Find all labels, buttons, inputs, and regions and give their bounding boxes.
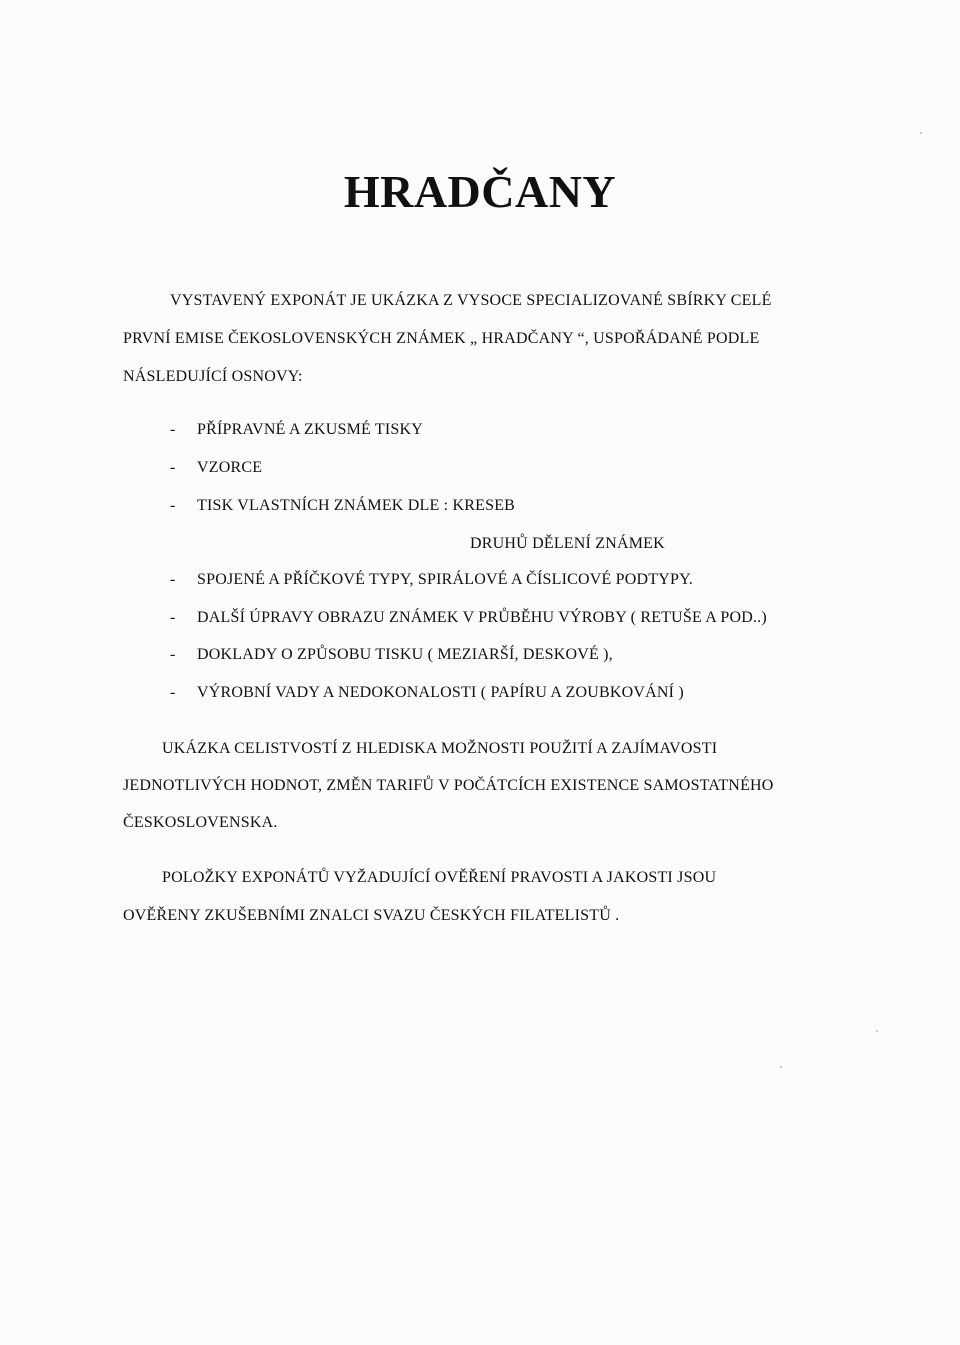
list-item: TISK VLASTNÍCH ZNÁMEK DLE : KRESEB: [197, 497, 516, 514]
intro-line-2: PRVNÍ EMISE ČEKOSLOVENSKÝCH ZNÁMEK „ HRADČANY “, USPOŘÁDANÉ PODLE: [123, 330, 760, 347]
list-dash: -: [170, 646, 176, 663]
paper-speck: [876, 1030, 878, 1032]
paragraph3-line-1: POLOŽKY EXPONÁTŮ VYŽADUJÍCÍ OVĚŘENÍ PRAVOSTI A JAKOSTI JSOU: [162, 869, 717, 886]
list-dash: -: [170, 497, 176, 514]
paragraph2-line-2: JEDNOTLIVÝCH HODNOT, ZMĚN TARIFŮ V POČÁTCÍCH EXISTENCE SAMOSTATNÉHO: [123, 777, 774, 794]
list-item: DALŠÍ ÚPRAVY OBRAZU ZNÁMEK V PRŮBĚHU VÝROBY ( RETUŠE A POD..): [197, 609, 767, 626]
list-item: DOKLADY O ZPŮSOBU TISKU ( MEZIARŠÍ, DESKOVÉ ),: [197, 646, 613, 663]
document-title: HRADČANY: [343, 166, 617, 217]
intro-line-1: VYSTAVENÝ EXPONÁT JE UKÁZKA Z VYSOCE SPECIALIZOVANÉ SBÍRKY CELÉ: [170, 292, 772, 309]
paper-speck: [780, 1066, 782, 1068]
list-dash: -: [170, 684, 176, 701]
paragraph2-line-1: UKÁZKA CELISTVOSTÍ Z HLEDISKA MOŽNOSTI POUŽITÍ A ZAJÍMAVOSTI: [162, 740, 718, 757]
list-item: VZORCE: [197, 459, 263, 476]
paragraph3-line-2: OVĚŘENY ZKUŠEBNÍMI ZNALCI SVAZU ČESKÝCH FILATELISTŮ .: [123, 907, 620, 924]
paragraph2-line-3: ČESKOSLOVENSKA.: [123, 814, 278, 831]
list-dash: -: [170, 571, 176, 588]
paper-speck: [920, 132, 922, 134]
list-item: SPOJENÉ A PŘÍČKOVÉ TYPY, SPIRÁLOVÉ A ČÍSLICOVÉ PODTYPY.: [197, 571, 693, 588]
list-dash: -: [170, 459, 176, 476]
list-item-continuation: DRUHŮ DĚLENÍ ZNÁMEK: [470, 535, 665, 552]
list-dash: -: [170, 609, 176, 626]
list-dash: -: [170, 421, 176, 438]
intro-line-3: NÁSLEDUJÍCÍ OSNOVY:: [123, 368, 303, 385]
list-item: PŘÍPRAVNÉ A ZKUSMÉ TISKY: [197, 421, 424, 438]
list-item: VÝROBNÍ VADY A NEDOKONALOSTI ( PAPÍRU A ZOUBKOVÁNÍ ): [197, 684, 684, 701]
